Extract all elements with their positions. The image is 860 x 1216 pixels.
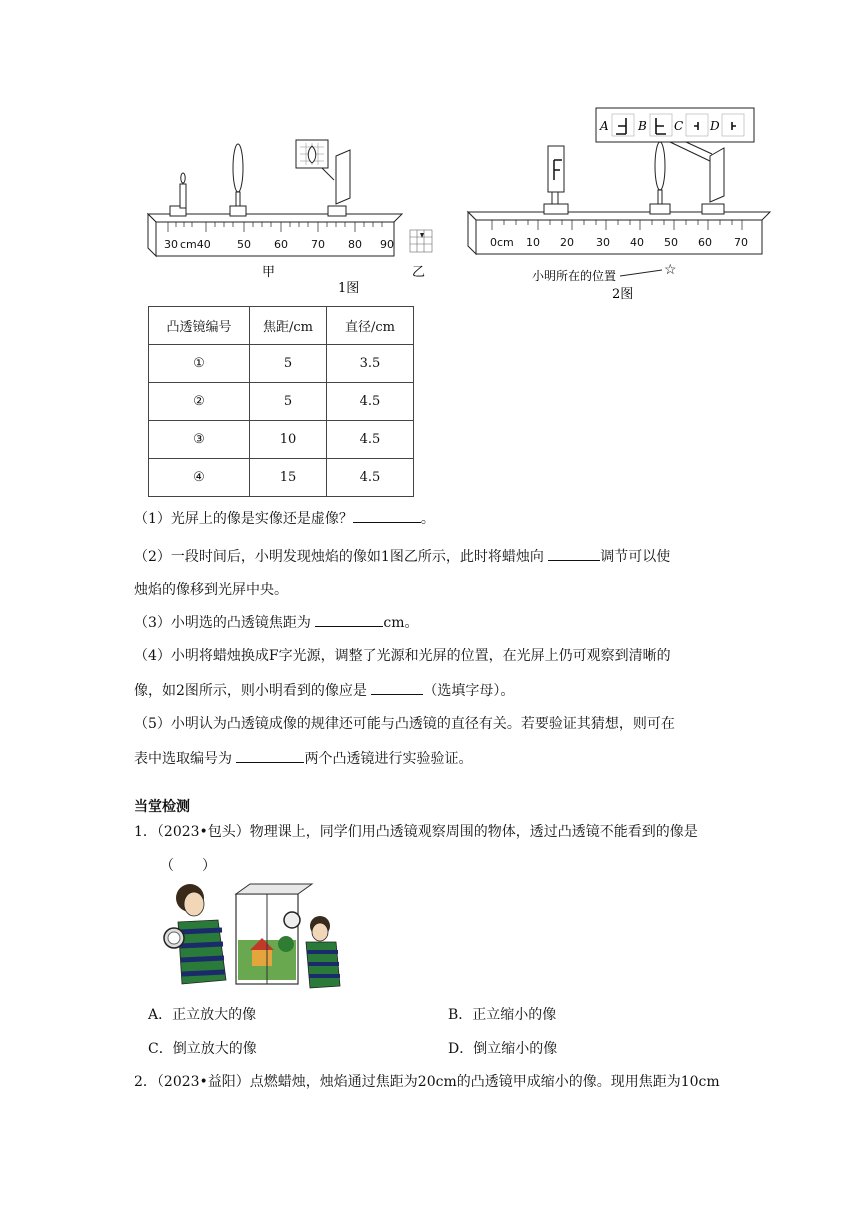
- figure-1-optical-bench: [140, 136, 440, 296]
- question-1: （1）光屏上的像是实像还是虚像？ 。: [134, 508, 435, 529]
- table-row: [149, 345, 414, 383]
- problem-2-stem: 2．（2023•益阳）点燃蜡烛，烛焰通过焦距为20cm的凸透镜甲成缩小的像。现用焦距为10cm: [134, 1074, 720, 1090]
- problem-1-option-b[interactable]: B．正立缩小的像: [448, 1007, 557, 1023]
- problem-1-option-c[interactable]: C．倒立放大的像: [148, 1041, 257, 1057]
- question-4-line-2: 像，如2图所示，则小明看到的像应是 （选填字母）。: [134, 680, 514, 701]
- answer-blank[interactable]: [353, 508, 421, 523]
- answer-blank[interactable]: [315, 612, 383, 627]
- fig2-position-label: 小明所在的位置: [532, 269, 617, 283]
- option-d-label: D: [710, 119, 720, 133]
- question-3: （3）小明选的凸透镜焦距为 cm。: [134, 612, 419, 633]
- fig1-tick-30: 30: [164, 238, 178, 251]
- option-a-label: A: [600, 119, 609, 133]
- answer-blank[interactable]: [548, 546, 600, 561]
- problem-1-stem: 1．（2023•包头）物理课上，同学们用凸透镜观察周围的物体，透过凸透镜不能看到的像是: [134, 824, 698, 840]
- fig1-tick-80: 80: [348, 238, 362, 251]
- lens-table: [148, 306, 414, 497]
- answer-blank[interactable]: [371, 680, 423, 695]
- section-title: 当堂检测: [134, 799, 190, 815]
- question-4-line-1: （4）小明将蜡烛换成F字光源，调整了光源和光屏的位置，在光屏上仍可观察到清晰的: [134, 648, 671, 664]
- table-cell: ④: [149, 459, 250, 497]
- table-cell: 4.5: [327, 459, 414, 497]
- fig1-tick-50: 50: [237, 238, 251, 251]
- table-cell: 4.5: [327, 421, 414, 459]
- fig1-label-jia: 甲: [262, 265, 276, 280]
- question-5-line-1: （5）小明认为凸透镜成像的规律还可能与凸透镜的直径有关。若要验证其猜想，则可在: [134, 716, 675, 732]
- table-cell: 10: [250, 421, 327, 459]
- table-cell: ②: [149, 383, 250, 421]
- table-header-cell: 直径/cm: [327, 307, 414, 345]
- problem-1-paren: （ ）: [160, 858, 216, 874]
- question-2-line-1: （2）一段时间后，小明发现烛焰的像如1图乙所示，此时将蜡烛向 调节可以使: [134, 546, 670, 567]
- fig2-tick-30: 30: [596, 236, 610, 249]
- fig2-tick-50: 50: [664, 236, 678, 249]
- table-cell: 3.5: [327, 345, 414, 383]
- table-header-row: [149, 307, 414, 345]
- option-b-label: B: [638, 119, 647, 133]
- fig1-label-yi: 乙: [412, 265, 426, 280]
- fig1-tick-90: 90: [380, 238, 394, 251]
- table-cell: ③: [149, 421, 250, 459]
- fig2-tick-70: 70: [734, 236, 748, 249]
- fig2-tick-10: 10: [526, 236, 540, 249]
- fig2-tick-0: 0cm: [490, 236, 514, 249]
- table-cell: 4.5: [327, 383, 414, 421]
- table-cell: 5: [250, 345, 327, 383]
- table-row: [149, 383, 414, 421]
- table-header-cell: 焦距/cm: [250, 307, 327, 345]
- fig1-tick-70: 70: [311, 238, 325, 251]
- fig2-tick-60: 60: [698, 236, 712, 249]
- table-cell: 15: [250, 459, 327, 497]
- table-cell: 5: [250, 383, 327, 421]
- answer-blank[interactable]: [236, 748, 304, 763]
- fig2-tick-20: 20: [560, 236, 574, 249]
- table-header-cell: 凸透镜编号: [149, 307, 250, 345]
- table-row: [149, 459, 414, 497]
- magnifier-illustration: [160, 880, 360, 992]
- fig1-caption: 1图: [338, 281, 360, 296]
- fig2-tick-40: 40: [630, 236, 644, 249]
- fig1-tick-60: 60: [274, 238, 288, 251]
- problem-1-option-a[interactable]: A．正立放大的像: [148, 1007, 257, 1023]
- problem-1-option-d[interactable]: D．倒立缩小的像: [448, 1041, 558, 1057]
- fig1-tick-40: cm40: [180, 238, 211, 251]
- table-cell: ①: [149, 345, 250, 383]
- star-icon: ☆: [664, 262, 677, 278]
- table-row: [149, 421, 414, 459]
- fig2-caption: 2图: [612, 287, 634, 302]
- option-c-label: C: [674, 119, 684, 133]
- question-5-line-2: 表中选取编号为 两个凸透镜进行实验验证。: [134, 748, 472, 769]
- figure-2-optical-bench: [460, 104, 780, 304]
- question-2-line-2: 烛焰的像移到光屏中央。: [134, 582, 288, 598]
